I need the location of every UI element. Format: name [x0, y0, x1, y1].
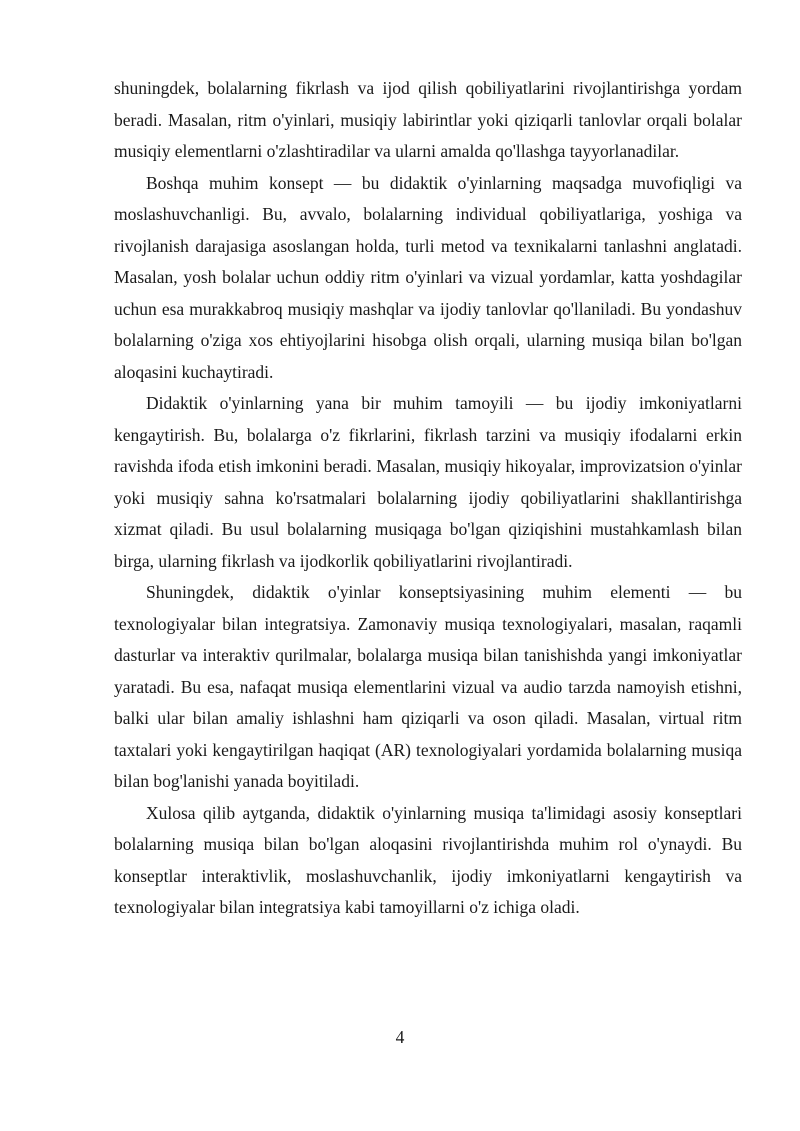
page-number: 4 [395, 1027, 405, 1047]
paragraph-5: Xulosa qilib aytganda, didaktik o'yinlarning musiqa ta'limidagi asosiy konseptlari bolalarning musiqa bilan bo'lgan aloqasini rivojlantirishda muhim rol o'ynaydi. Bu konseptlar interaktivlik, moslashuvchanlik, ijodiy imkoniyatlarni kengaytirish va texnologiyalar bilan integratsiya kabi tamoyillarni o'z ichiga oladi. [114, 802, 742, 917]
paragraph-2: Boshqa muhim konsept — bu didaktik o'yinlarning maqsadga muvofiqligi va moslashuvchanligi. Bu, avvalo, bolalarning individual qobiliyatlariga, yoshiga va rivojlanish darajasiga asoslangan holda, turli metod va texnikalarni tanlashni anglatadi. Masalan, yosh bolalar uchun oddiy ritm o'yinlari va vizual yordamlar, katta yoshdagilar uchun esa murakkabroq musiqiy mashqlar va ijodiy tanlovlar qo'llaniladi. Bu yondashuv bolalarning o'ziga xos ehtiyojlarini hisobga olish orqali, ularning musiqa bilan bo'lgan aloqasini kuchaytiradi. [114, 172, 742, 382]
paragraph-4: Shuningdek, didaktik o'yinlar konseptsiyasining muhim elementi — bu texnologiyalar bilan integratsiya. Zamonaviy musiqa texnologiyalari, masalan, raqamli dasturlar va interaktiv qurilmalar, bolalarga musiqa bilan tanishishda yangi imkoniyatlar yaratadi. Bu esa, nafaqat musiqa elementlarini vizual va audio tarzda namoyish etishni, balki ular bilan amaliy ishlashni ham qiziqarli va oson qiladi. Masalan, virtual ritm taxtalari yoki kengaytirilgan haqiqat (AR) texnologiyalari yordamida bolalarning musiqa bilan bog'lanishi yanada boyitiladi. [114, 582, 742, 791]
body-text [114, 73, 742, 924]
paragraph-3: Didaktik o'yinlarning yana bir muhim tamoyili — bu ijodiy imkoniyatlarni kengaytirish. Bu, bolalarga o'z fikrlarini, fikrlash tarzini va musiqiy ifodalarni erkin ravishda ifoda etish imkonini beradi. Masalan, musiqiy hikoyalar, improvizatsion o'yinlar yoki musiqiy sahna ko'rsatmalari bolalarning ijodiy qobiliyatlarini shakllantirishga xizmat qiladi. Bu usul bolalarning musiqaga bo'lgan qiziqishini mustahkamlash bilan birga, ularning fikrlash va ijodkorlik qobiliyatlarini rivojlantiradi. [114, 393, 742, 571]
paragraph-1: shuningdek, bolalarning fikrlash va ijod qilish qobiliyatlarini rivojlantirishga yordam beradi. Masalan, ritm o'yinlari, musiqiy labirintlar yoki qiziqarli tanlovlar orqali bolalar musiqiy elementlarni o'zlashtiradilar va ularni amalda qo'llashga tayyorlanadilar. [114, 78, 742, 161]
